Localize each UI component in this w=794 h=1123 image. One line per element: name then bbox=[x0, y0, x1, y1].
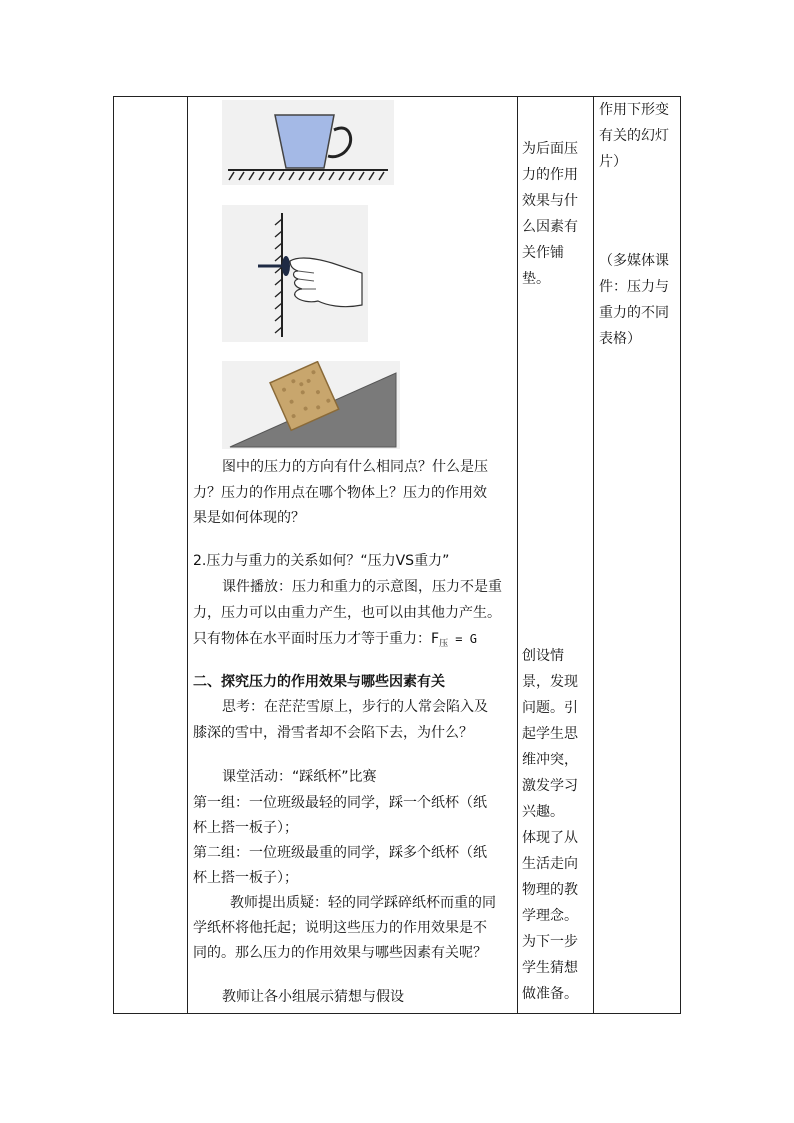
resource-line: 片） bbox=[599, 154, 627, 170]
group1-line-a: 第一组：一位班级最轻的同学，踩一个纸杯（纸 bbox=[193, 795, 487, 811]
resource-line: 件：压力与 bbox=[599, 279, 669, 295]
intent-line: 创设情 bbox=[522, 648, 564, 664]
resource-line: 有关的幻灯 bbox=[599, 128, 669, 144]
teacher-last-line: 教师让各小组展示猜想与假设 bbox=[222, 989, 404, 1005]
resource-block-2 bbox=[599, 248, 679, 1123]
intent-line: 为下一步 bbox=[522, 934, 578, 950]
question-line-1: 图中的压力的方向有什么相同点？什么是压 bbox=[222, 459, 488, 475]
courseware-line-3: 只有物体在水平面时压力才等于重力：F bbox=[193, 631, 440, 647]
group1-line-b: 杯上搭一板子）； bbox=[193, 820, 298, 836]
intent-line: 么因素有 bbox=[522, 219, 578, 235]
teacher-question-3: 同的。那么压力的作用效果与哪些因素有关呢？ bbox=[193, 945, 487, 961]
column-divider bbox=[593, 97, 594, 1013]
section-heading: 二、探究压力的作用效果与哪些因素有关 bbox=[193, 674, 445, 690]
intent-line: 起学生思 bbox=[522, 726, 578, 742]
think-line-2: 膝深的雪中，滑雪者却不会陷下去，为什么？ bbox=[193, 725, 473, 741]
intent-line: 效果与什 bbox=[522, 193, 578, 209]
intent-block-2 bbox=[522, 643, 588, 1123]
intent-line: 景，发现 bbox=[522, 674, 578, 690]
intent-line: 激发学习 bbox=[522, 778, 578, 794]
question-line-2: 力？压力的作用点在哪个物体上？压力的作用效 bbox=[193, 485, 487, 501]
intent-line: 体现了从 bbox=[522, 830, 578, 846]
resource-line: 重力的不同 bbox=[599, 305, 669, 321]
intent-line: 问题。引 bbox=[522, 700, 578, 716]
intent-line: 垫。 bbox=[522, 271, 550, 287]
intent-line: 力的作用 bbox=[522, 167, 578, 183]
cup-on-surface-figure bbox=[222, 100, 394, 185]
resource-line: （多媒体课 bbox=[599, 253, 669, 269]
group2-line-a: 第二组：一位班级最重的同学，踩多个纸杯（纸 bbox=[193, 845, 487, 861]
intent-line: 关作铺 bbox=[522, 245, 564, 261]
teacher-question-2: 学纸杯将他托起；说明这些压力的作用效果是不 bbox=[193, 920, 487, 936]
group2-line-b: 杯上搭一板子）； bbox=[193, 870, 298, 886]
intent-line: 为后面压 bbox=[522, 141, 578, 157]
block-on-incline-figure bbox=[222, 361, 400, 449]
courseware-line-2: 力，压力可以由重力产生，也可以由其他力产生。 bbox=[193, 605, 501, 621]
formula-equals: = G bbox=[448, 632, 477, 646]
intent-line: 做准备。 bbox=[522, 986, 578, 1002]
formula-subscript: 压 bbox=[439, 639, 449, 649]
column-divider bbox=[187, 97, 188, 1013]
activity-title: 课堂活动：“踩纸杯”比赛 bbox=[222, 769, 377, 785]
intent-line: 兴趣。 bbox=[522, 804, 564, 820]
resource-line: 作用下形变 bbox=[599, 102, 669, 118]
courseware-line-1: 课件播放：压力和重力的示意图，压力不是重 bbox=[222, 579, 502, 595]
intent-line: 物理的教 bbox=[522, 882, 578, 898]
thumbtack-wall-figure bbox=[222, 205, 368, 342]
intent-line: 学理念。 bbox=[522, 908, 578, 924]
question-line-3: 果是如何体现的？ bbox=[193, 510, 305, 526]
intent-line: 维冲突， bbox=[522, 752, 578, 768]
teacher-question-1: 教师提出质疑：轻的同学踩碎纸杯而重的同 bbox=[230, 895, 496, 911]
relation-heading: 2.压力与重力的关系如何？“压力VS重力” bbox=[193, 553, 450, 569]
intent-line: 生活走向 bbox=[522, 856, 578, 872]
formula-line bbox=[193, 626, 477, 657]
intent-line: 学生猜想 bbox=[522, 960, 578, 976]
think-line-1: 思考：在茫茫雪原上，步行的人常会陷入及 bbox=[222, 699, 488, 715]
resource-line: 表格） bbox=[599, 331, 641, 347]
column-divider bbox=[517, 97, 518, 1013]
